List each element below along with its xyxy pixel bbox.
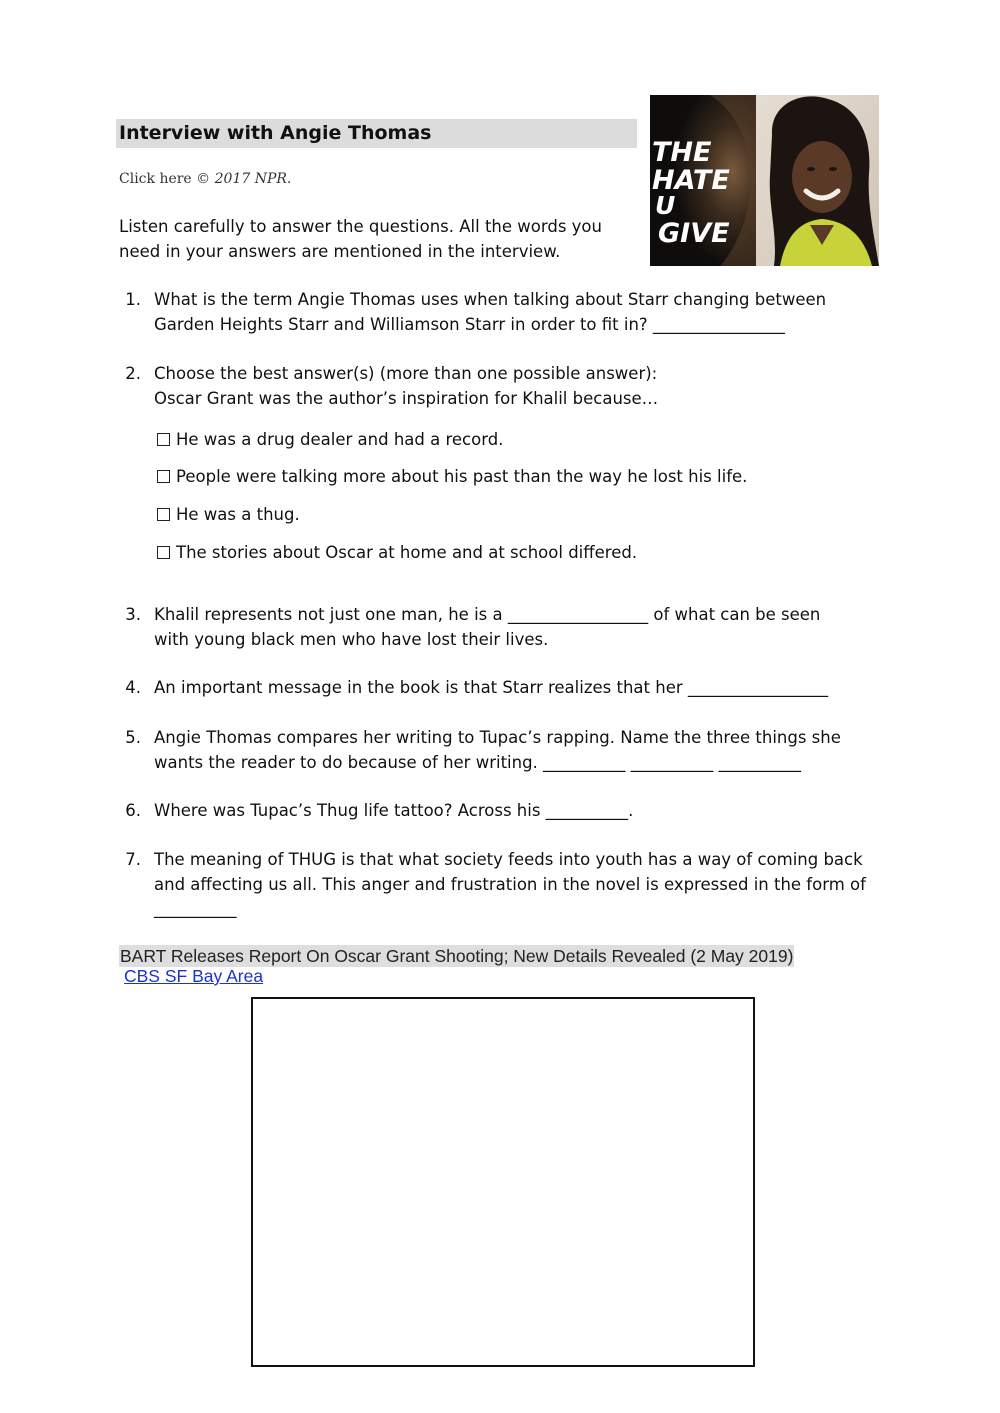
video-frame[interactable] — [251, 997, 755, 1367]
question-4 — [119, 676, 879, 702]
question-text[interactable]: wants the reader to do because of her writing. __________ __________ __________ — [154, 752, 802, 772]
instructions-line: need in your answers are mentioned in the interview. — [119, 242, 561, 261]
question-text: Oscar Grant was the author’s inspiration for Khalil because… — [154, 388, 659, 408]
option-item — [157, 503, 300, 527]
question-3 — [119, 603, 879, 653]
question-number: 2. — [125, 364, 141, 383]
question-number: 4. — [125, 678, 141, 697]
page-title: Interview with Angie Thomas — [116, 119, 637, 148]
option-item — [157, 465, 747, 489]
question-number: 1. — [125, 290, 141, 309]
question-text: What is the term Angie Thomas uses when talking about Starr changing between — [154, 290, 827, 309]
question-number: 7. — [125, 850, 141, 869]
option-label: People were talking more about his past than the way he lost his life. — [176, 467, 748, 486]
question-text: The meaning of THUG is that what society feeds into youth has a way of coming back — [154, 850, 863, 869]
cover-title-line: GIVE — [658, 218, 730, 249]
option-item — [157, 541, 637, 565]
question-7 — [119, 848, 879, 924]
checkbox[interactable] — [157, 546, 170, 559]
question-number: 6. — [125, 801, 141, 820]
checkbox[interactable] — [157, 470, 170, 483]
option-label: He was a thug. — [176, 505, 300, 524]
question-6 — [119, 799, 879, 825]
question-text[interactable]: Garden Heights Starr and Williamson Starr in order to fit in? ________________ — [154, 314, 785, 334]
checkbox[interactable] — [157, 433, 170, 446]
question-text[interactable]: Khalil represents not just one man, he is a _________________ of what can be seen — [154, 605, 821, 624]
question-number: 5. — [125, 728, 141, 747]
cover-title-line: HATE — [652, 165, 730, 196]
question-1 — [119, 288, 879, 338]
option-label: He was a drug dealer and had a record. — [176, 430, 504, 449]
instructions-line: Listen carefully to answer the questions. All the words you — [119, 217, 602, 236]
option-label: The stories about Oscar at home and at school differed. — [176, 543, 638, 562]
checkbox[interactable] — [157, 508, 170, 521]
question-number: 3. — [125, 605, 141, 624]
question-5 — [119, 726, 879, 776]
copyright-text: 2017 NPR. — [214, 171, 292, 187]
question-text: and affecting us all. This anger and frustration in the novel is expressed in the form of — [154, 874, 866, 894]
question-text[interactable]: __________ — [154, 899, 237, 918]
cbs-link[interactable]: CBS SF Bay Area — [124, 966, 264, 986]
instructions — [119, 214, 619, 264]
bart-video-title: BART Releases Report On Oscar Grant Shooting; New Details Revealed (2 May 2019) — [120, 946, 794, 966]
cover-title-line: U — [655, 191, 676, 220]
click-here-link[interactable]: Click here © — [119, 171, 211, 187]
question-text: Angie Thomas compares her writing to Tupac’s rapping. Name the three things she — [154, 728, 841, 747]
option-item — [157, 428, 503, 452]
source-line — [119, 171, 291, 187]
question-text: Choose the best answer(s) (more than one possible answer): — [154, 364, 658, 383]
question-text: with young black men who have lost their lives. — [154, 629, 549, 649]
book-cover-image — [650, 95, 879, 266]
question-2 — [119, 362, 879, 412]
question-text[interactable]: Where was Tupac’s Thug life tattoo? Across his __________. — [154, 801, 634, 820]
cover-title-line: THE — [652, 137, 712, 168]
question-text[interactable]: An important message in the book is that Starr realizes that her _________________ — [154, 678, 829, 697]
